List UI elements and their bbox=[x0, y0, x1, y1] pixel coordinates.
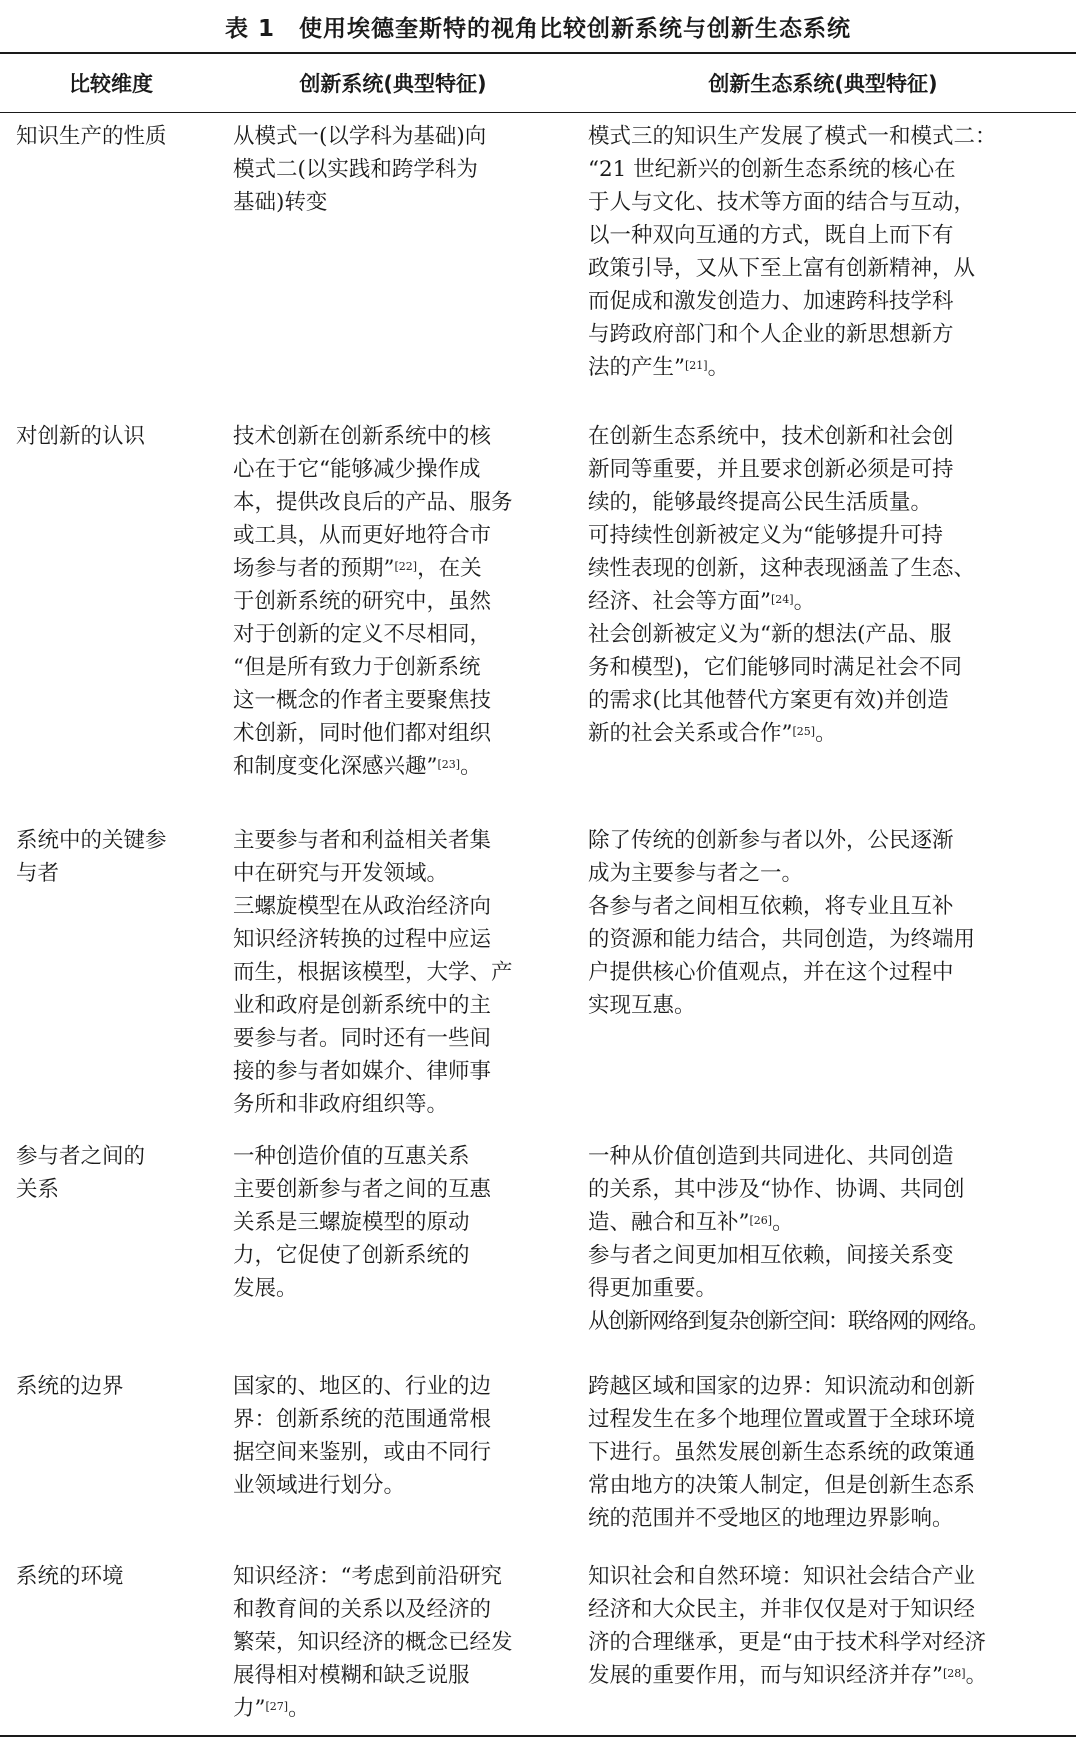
header-rule bbox=[0, 112, 1076, 113]
row6-dimension: 系统的环境 bbox=[16, 1564, 124, 1589]
row4-ecosystem: 一种从价值创造到共同进化、共同创造 的关系，其中涉及“协作、协调、共同创 造、融合和互补”[26]。 参与者之间更加相互依赖，间接关系变 得更加重要。 从创新网络到复杂创新空间：联络网的网络。 bbox=[588, 1144, 989, 1334]
header-innovation-system: 创新系统(典型特征) bbox=[299, 72, 487, 96]
row5-ecosystem: 跨越区域和国家的边界：知识流动和创新 过程发生在多个地理位置或置于全球环境 下进行。虽然发展创新生态系统的政策通 常由地方的决策人制定，但是创新生态系 统的范围并不受地区的地理边界影响。 bbox=[588, 1374, 976, 1531]
row2-ecosystem: 在创新生态系统中，技术创新和社会创 新同等重要，并且要求创新必须是可持 续的，能够最终提高公民生活质量。 可持续性创新被定义为“能够提升可持 续性表现的创新，这种表现涵盖了生态、 经济、社会等方面”[24]。 社会创新被定义为“新的想法(产品、服 务和模型)，它们能够同时满足社会不同 的需求(比其他替代方案更有效)并创造 新的社会关系或合作”[25]。 bbox=[588, 424, 976, 746]
bottom-rule bbox=[0, 1735, 1076, 1737]
row4-innovation-system: 一种创造价值的互惠关系 主要创新参与者之间的互惠 关系是三螺旋模型的原动 力，它促使了创新系统的 发展。 bbox=[233, 1144, 492, 1301]
header-ecosystem: 创新生态系统(典型特征) bbox=[708, 72, 938, 96]
citation-marker: [26] bbox=[749, 1214, 773, 1227]
table-caption: 表 1 使用埃德奎斯特的视角比较创新系统与创新生态系统 bbox=[224, 16, 851, 42]
row1-dimension: 知识生产的性质 bbox=[16, 124, 167, 149]
row3-ecosystem: 除了传统的创新参与者以外，公民逐渐 成为主要参与者之一。 各参与者之间相互依赖，将专业且互补 的资源和能力结合，共同创造，为终端用 户提供核心价值观点，并在这个过程中 实现互惠。 bbox=[588, 828, 976, 1018]
citation-marker: [23] bbox=[437, 758, 461, 771]
row3-dimension: 系统中的关键参 与者 bbox=[16, 828, 167, 886]
citation-marker: [28] bbox=[943, 1667, 966, 1680]
row6-ecosystem: 知识社会和自然环境：知识社会结合产业 经济和大众民主，并非仅仅是对于知识经 济的合理继承，更是“由于技术科学对经济 发展的重要作用，而与知识经济并存”[28]。 bbox=[588, 1564, 988, 1688]
citation-marker: [24] bbox=[771, 593, 794, 606]
row1-innovation-system: 从模式一(以学科为基础)向 模式二(以实践和跨学科为 基础)转变 bbox=[233, 124, 487, 215]
row5-dimension: 系统的边界 bbox=[16, 1374, 124, 1399]
row3-innovation-system: 主要参与者和利益相关者集 中在研究与开发领域。 三螺旋模型在从政治经济向 知识经济转换的过程中应运 而生，根据该模型，大学、产 业和政府是创新系统中的主 要参与者。同时还有一些间 接的参与者如媒介、律师事 务所和非政府组织等。 bbox=[233, 828, 513, 1117]
row4-dimension: 参与者之间的 关系 bbox=[16, 1144, 146, 1202]
citation-marker: [27] bbox=[265, 1700, 289, 1713]
citation-marker: [22] bbox=[394, 560, 418, 573]
row2-dimension: 对创新的认识 bbox=[16, 424, 146, 449]
row1-ecosystem: 模式三的知识生产发展了模式一和模式二： “21 世纪新兴的创新生态系统的核心在 于人与文化、技术等方面的结合与互动， 以一种双向互通的方式，既自上而下有 政策引导，又从下至上富有创新精神，从 而促成和激发创造力、加速跨科技学科 与跨政府部门和个人企业的新思想新方 法的产生”[21]。 bbox=[588, 124, 997, 380]
citation-marker: [25] bbox=[792, 725, 816, 738]
top-rule bbox=[0, 52, 1076, 54]
citation-marker: [21] bbox=[685, 359, 708, 372]
header-dimension: 比较维度 bbox=[69, 72, 153, 96]
row2-innovation-system: 技术创新在创新系统中的核 心在于它“能够减少操作成 本，提供改良后的产品、服务 或工具，从而更好地符合市 场参与者的预期”[22]，在关 于创新系统的研究中，虽然 对于创新的定义不尽相同， “但是所有致力于创新系统 这一概念的作者主要聚焦技 术创新，同时他们都对组织 和制度变化深感兴趣”[23]。 bbox=[233, 424, 513, 779]
row5-innovation-system: 国家的、地区的、行业的边 界：创新系统的范围通常根 据空间来鉴别，或由不同行 业领域进行划分。 bbox=[233, 1374, 492, 1498]
row6-innovation-system: 知识经济：“考虑到前沿研究 和教育间的关系以及经济的 繁荣，知识经济的概念已经发 展得相对模糊和缺乏说服 力”[27]。 bbox=[233, 1564, 513, 1721]
